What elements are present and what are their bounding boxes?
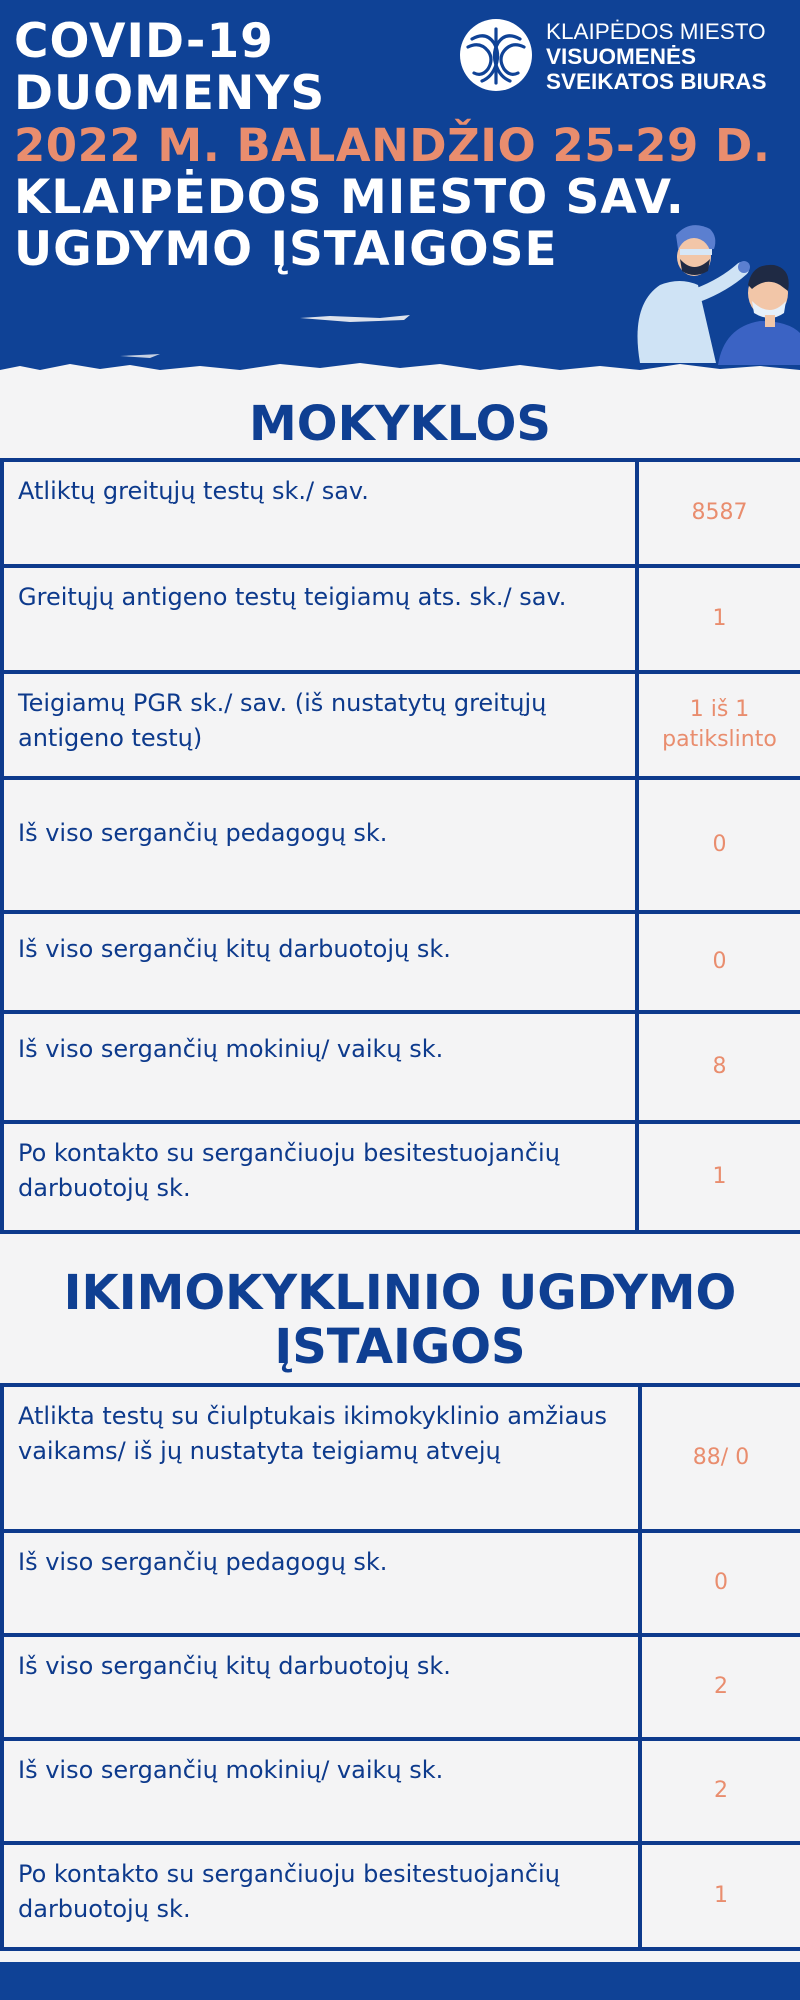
table-row (2, 566, 800, 672)
row-label: Iš viso sergančių mokinių/ vaikų sk. (2, 1739, 640, 1843)
table-row (2, 1739, 800, 1843)
row-value: 1 (637, 566, 800, 672)
organization-name (546, 19, 766, 94)
row-value: 0 (637, 912, 800, 1012)
table-row (2, 1012, 800, 1122)
header-banner (0, 0, 800, 380)
table-row (2, 1843, 800, 1949)
row-value: 88/ 0 (640, 1385, 800, 1531)
row-value: 2 (640, 1739, 800, 1843)
table-row (2, 1531, 800, 1635)
section-title-schools: MOKYKLOS (249, 396, 551, 452)
footer-bar (0, 1962, 800, 2000)
row-value: 8 (637, 1012, 800, 1122)
row-label: Iš viso sergančių kitų darbuotojų sk. (2, 1635, 640, 1739)
row-value: 1 (640, 1843, 800, 1949)
row-value: 0 (640, 1531, 800, 1635)
row-label: Po kontakto su sergančiuoju besitestuojančių darbuotojų sk. (2, 1843, 640, 1949)
organization-emblem-icon (458, 17, 534, 93)
row-value: 2 (640, 1635, 800, 1739)
section-title-line2: ĮSTAIGOS (274, 1319, 526, 1375)
table-row (2, 1385, 800, 1531)
title-line-covid: COVID-19 (14, 14, 274, 69)
title-line-duomenys: DUOMENYS (14, 66, 326, 121)
row-label: Teigiamų PGR sk./ sav. (iš nustatytų greitųjų antigeno testų) (2, 672, 637, 778)
row-label: Iš viso sergančių kitų darbuotojų sk. (2, 912, 637, 1012)
table-row (2, 912, 800, 1012)
subtitle-line-institutions: UGDYMO ĮSTAIGOSE (14, 222, 558, 277)
row-value: 0 (637, 778, 800, 912)
row-value: 8587 (637, 460, 800, 566)
logo-line-bureau: SVEIKATOS BIURAS (546, 69, 767, 94)
subtitle-line-municipality: KLAIPĖDOS MIESTO SAV. (14, 170, 685, 225)
table-row (2, 1635, 800, 1739)
logo-line-public: VISUOMENĖS (546, 44, 697, 69)
section-title-preschools (0, 1266, 800, 1374)
logo-line-city: KLAIPĖDOS MIESTO (546, 19, 766, 44)
row-label: Iš viso sergančių mokinių/ vaikų sk. (2, 1012, 637, 1122)
date-range: 2022 M. BALANDŽIO 25-29 D. (14, 119, 771, 172)
organization-logo (458, 17, 788, 97)
table-row (2, 460, 800, 566)
row-label: Po kontakto su sergančiuoju besitestuojančių darbuotojų sk. (2, 1122, 637, 1232)
table-row (2, 672, 800, 778)
table-row (2, 1122, 800, 1232)
row-label: Greitųjų antigeno testų teigiamų ats. sk./ sav. (2, 566, 637, 672)
section-title-line1: IKIMOKYKLINIO UGDYMO (63, 1265, 737, 1321)
row-value: 1 iš 1 patikslinto (637, 672, 800, 778)
row-label: Atliktų greitųjų testų sk./ sav. (2, 460, 637, 566)
torn-paper-edge (0, 300, 800, 380)
row-label: Atlikta testų su čiulptukais ikimokyklinio amžiaus vaikams/ iš jų nustatyta teigiamų atvejų (2, 1385, 640, 1531)
table-row (2, 778, 800, 912)
row-label: Iš viso sergančių pedagogų sk. (2, 1531, 640, 1635)
schools-table (0, 458, 800, 1234)
row-label: Iš viso sergančių pedagogų sk. (2, 778, 637, 912)
preschools-table (0, 1383, 800, 1951)
row-value: 1 (637, 1122, 800, 1232)
